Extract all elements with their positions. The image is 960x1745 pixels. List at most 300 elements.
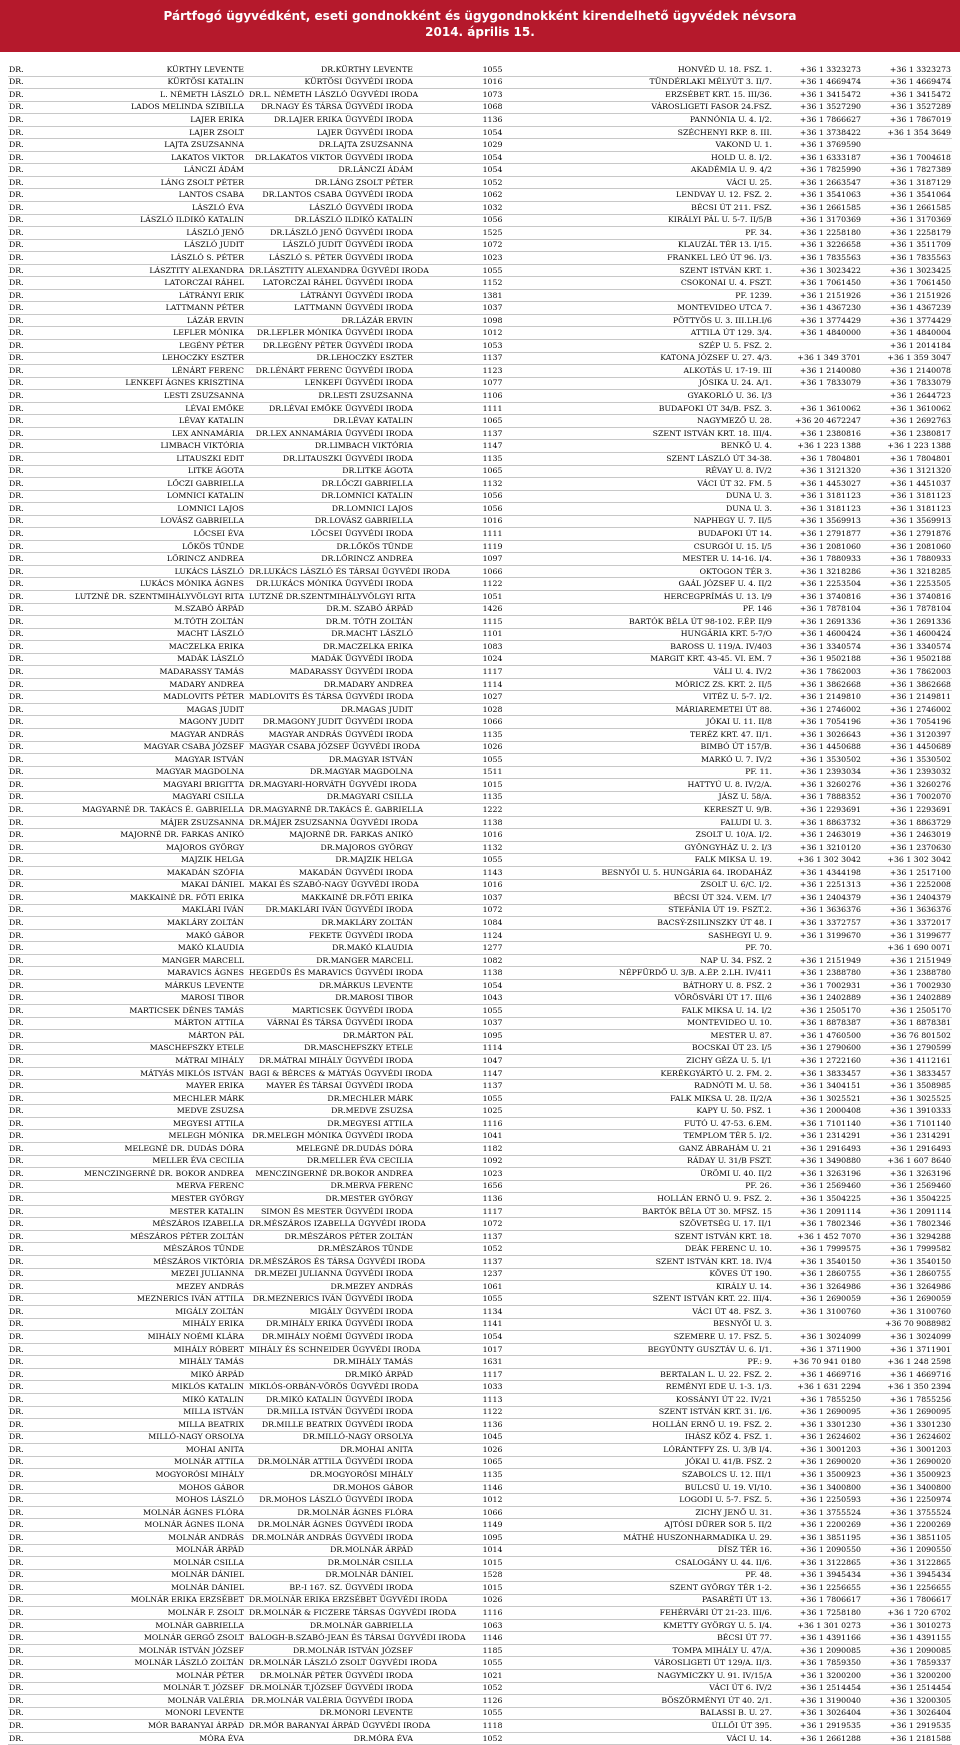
address-cell: SZÖVETSÉG U. 17. II/1	[679, 1219, 772, 1229]
name-cell: LAKATOS VIKTOR	[171, 152, 244, 162]
address-cell: OKTOGON TÉR 3.	[699, 566, 772, 576]
phone-cell: +36 1 6333187	[799, 152, 861, 162]
title-cell: DR.	[9, 114, 24, 124]
office-cell: DR.LANTOS CSABA ÜGYVÉDI IRODA	[262, 190, 413, 200]
zip-cell: 1055	[482, 1658, 503, 1668]
office-cell: DR.MIHÁLY TAMÁS	[333, 1357, 413, 1367]
zip-cell: 1043	[482, 993, 503, 1003]
name-cell: MOLNÁR GERGŐ ZSOLT	[143, 1633, 244, 1643]
title-cell: DR.	[9, 1244, 24, 1254]
title-cell: DR.	[9, 503, 24, 513]
office-cell: DR.MOHOS GÁBOR	[333, 1482, 413, 1492]
fax-cell: +36 1 2690059	[889, 1294, 951, 1304]
title-cell: DR.	[9, 1256, 24, 1266]
title-cell: DR.	[9, 1633, 24, 1643]
zip-cell: 1023	[482, 252, 503, 262]
fax-cell: +36 1 3541064	[889, 190, 951, 200]
office-cell: DR.MOLNÁR GABRIELLA	[309, 1620, 413, 1630]
phone-cell: +36 1 3218286	[799, 566, 861, 576]
phone-cell: +36 1 3415472	[799, 89, 861, 99]
phone-cell: +36 1 223 1388	[797, 441, 861, 451]
name-cell: MÓR BARANYAI ÁRPÁD	[147, 1720, 244, 1730]
fax-cell: +36 1 2790599	[889, 1043, 951, 1053]
fax-cell: +36 1 2314291	[889, 1131, 951, 1141]
fax-cell: +36 1 3010273	[889, 1620, 951, 1630]
fax-cell: +36 1 7833079	[889, 378, 951, 388]
fax-cell: +36 1 2252008	[889, 880, 951, 890]
zip-cell: 1132	[482, 842, 503, 852]
name-cell: MAGYAR CSABA JÓZSEF	[143, 742, 244, 752]
zip-cell: 1095	[482, 1030, 503, 1040]
fax-cell: +36 1 223 1388	[887, 441, 951, 451]
fax-cell: +36 1 3527289	[889, 102, 951, 112]
phone-cell: +36 1 302 3042	[797, 855, 861, 865]
name-cell: LITKE ÁGOTA	[187, 466, 244, 476]
phone-cell: +36 1 3755524	[799, 1507, 861, 1517]
name-cell: MOLNÁR DÁNIEL	[170, 1570, 244, 1580]
address-cell: LÓRÁNTFFY ZS. U. 3/B I/4.	[663, 1444, 772, 1454]
table-row	[8, 1030, 952, 1043]
office-cell: DR.MOHAI ANITA	[340, 1444, 413, 1454]
phone-cell: +36 1 3400800	[799, 1482, 861, 1492]
fax-cell: +36 1 2081060	[889, 541, 951, 551]
phone-cell: +36 1 3851195	[799, 1532, 861, 1542]
address-cell: VÁROSLIGETI FASOR 24.FSZ.	[651, 102, 772, 112]
phone-cell: +36 1 2661585	[799, 202, 861, 212]
name-cell: MIHÁLY ERIKA	[182, 1319, 244, 1329]
table-row	[8, 955, 952, 968]
table-row	[8, 89, 952, 102]
office-cell: DR.LŐCZI GABRIELLA	[321, 478, 413, 488]
zip-cell: 1012	[482, 328, 503, 338]
table-row	[8, 892, 952, 905]
fax-cell: +36 1 2370630	[889, 842, 951, 852]
office-cell: DR.LÁZÁR ERVIN	[341, 315, 413, 325]
table-row	[8, 967, 952, 980]
phone-cell: +36 1 7866627	[799, 114, 861, 124]
title-cell: DR.	[9, 1608, 24, 1618]
name-cell: LUKÁCS MÓNIKA ÁGNES	[140, 579, 244, 589]
name-cell: LIMBACH VIKTÓRIA	[160, 441, 244, 451]
table-row	[8, 754, 952, 767]
phone-cell: +36 1 2251313	[799, 880, 861, 890]
title-cell: DR.	[9, 1595, 24, 1605]
zip-cell: 1055	[482, 1005, 503, 1015]
fax-cell: +36 1 7054196	[889, 717, 951, 727]
fax-cell: +36 1 2090085	[889, 1645, 951, 1655]
table-row	[8, 1294, 952, 1307]
phone-cell: +36 1 7258180	[799, 1608, 861, 1618]
office-cell: DR.LOMNICI KATALIN	[321, 491, 413, 501]
zip-cell: 1082	[482, 955, 503, 965]
office-cell: DR.MAGYARI-HORVÁTH ÜGYVÉDI IRODA	[249, 779, 417, 789]
fax-cell: +36 1 3301230	[889, 1419, 951, 1429]
table-row	[8, 1281, 952, 1294]
title-cell: DR.	[9, 880, 24, 890]
zip-cell: 1017	[482, 1344, 503, 1354]
table-row	[8, 1632, 952, 1645]
zip-cell: 1056	[482, 491, 503, 501]
address-cell: BÖSZÖRMÉNYI ÚT 40. 2/1.	[661, 1695, 772, 1705]
table-row	[8, 139, 952, 152]
title-cell: DR.	[9, 704, 24, 714]
phone-cell: +36 1 3738422	[799, 127, 861, 137]
title-cell: DR.	[9, 77, 24, 87]
title-cell: DR.	[9, 1645, 24, 1655]
zip-cell: 1116	[482, 1608, 503, 1618]
name-cell: LŐCSEI ÉVA	[193, 529, 244, 538]
title-cell: DR.	[9, 1670, 24, 1680]
zip-cell: 1077	[482, 378, 503, 388]
address-cell: VÁROSLIGETI ÚT 129/A. II/3.	[654, 1658, 772, 1668]
table-row	[8, 1043, 952, 1056]
name-cell: LOMNICI LAJOS	[177, 503, 244, 513]
office-cell: DR.LIMBACH VIKTÓRIA	[314, 441, 413, 451]
title-cell: DR.	[9, 403, 24, 413]
office-cell: KÜRTÖSI ÜGYVÉDI IRODA	[304, 77, 413, 87]
zip-cell: 1426	[482, 604, 503, 614]
name-cell: MÉSZÁROS VIKTÓRIA	[153, 1256, 244, 1266]
office-cell: DR.MOLNÁR ANDRÁS ÜGYVÉDI IRODA	[251, 1532, 413, 1542]
office-cell: DR.MONORI LEVENTE	[319, 1708, 413, 1718]
fax-cell: +36 1 607 8640	[887, 1156, 951, 1166]
office-cell: DR.MILLE BEATRIX ÜGYVÉDI IRODA	[261, 1419, 413, 1429]
phone-cell: +36 1 2000408	[799, 1106, 861, 1116]
address-cell: KERÉKGYÁRTÓ U. 2. FM. 2.	[660, 1068, 772, 1078]
title-cell: DR.	[9, 993, 24, 1003]
title-cell: DR.	[9, 453, 24, 463]
name-cell: MANGER MARCELL	[161, 955, 244, 965]
fax-cell: +36 1 3323273	[889, 64, 951, 74]
phone-cell: +36 1 2090550	[799, 1545, 861, 1555]
zip-cell: 1055	[482, 1708, 503, 1718]
name-cell: MAJOROS GYÖRGY	[166, 842, 244, 852]
name-cell: MÉSZÁROS IZABELLA	[152, 1219, 244, 1229]
phone-cell: +36 1 4760500	[799, 1030, 861, 1040]
zip-cell: 1026	[482, 1444, 503, 1454]
phone-cell: +36 1 2690059	[799, 1294, 861, 1304]
fax-cell: +36 1 2691336	[889, 616, 951, 626]
title-cell: DR.	[9, 278, 24, 288]
table-row	[8, 1005, 952, 1018]
fax-cell: +36 1 3508985	[889, 1081, 951, 1091]
table-row	[8, 415, 952, 428]
phone-cell: +36 1 7833079	[799, 378, 861, 388]
table-row	[8, 1720, 952, 1733]
phone-cell: +36 1 3200200	[799, 1670, 861, 1680]
zip-cell: 1055	[482, 1093, 503, 1103]
table-row	[8, 1130, 952, 1143]
title-cell: DR.	[9, 441, 24, 451]
fax-cell: +36 1 3833457	[889, 1068, 951, 1078]
fax-cell: +36 1 2200269	[889, 1520, 951, 1530]
address-cell: ZICHY GÉZA U. 5. I/1	[686, 1055, 772, 1065]
name-cell: MACHT LÁSZLÓ	[176, 629, 244, 639]
zip-cell: 1055	[482, 1294, 503, 1304]
table-row	[8, 817, 952, 830]
name-cell: MIHÁLY TAMÁS	[178, 1357, 244, 1367]
office-cell: DR.MAGYAR ISTVÁN	[328, 754, 413, 764]
title-cell: DR.	[9, 1269, 24, 1279]
title-cell: DR.	[9, 1557, 24, 1567]
address-cell: JÓSIKA U. 24. A/1.	[699, 378, 772, 388]
address-cell: SZENT ISTVÁN KRT. 18. IV/4	[655, 1256, 772, 1266]
title-cell: DR.	[9, 754, 24, 764]
office-cell: MELEGNÉ DR.DUDÁS DÓRA	[295, 1143, 413, 1153]
table-row	[8, 1018, 952, 1031]
table-row	[8, 77, 952, 90]
table-row	[8, 440, 952, 453]
fax-cell: +36 1 248 2598	[887, 1357, 951, 1367]
title-cell: DR.	[9, 1708, 24, 1718]
office-cell: LŐCSEI ÜGYVÉDI IRODA	[310, 529, 413, 538]
address-cell: CSURGÓI U. 15. I/5	[693, 541, 772, 551]
fax-cell: +36 1 3001203	[889, 1444, 951, 1454]
address-cell: DEÁK FERENC U. 10.	[684, 1244, 772, 1254]
title-cell: DR.	[9, 1332, 24, 1341]
fax-cell: +36 1 3711901	[889, 1344, 951, 1354]
phone-cell: +36 1 2691336	[799, 616, 861, 626]
title-cell: DR.	[9, 240, 24, 250]
office-cell: DR.MAKLÁRI IVÁN ÜGYVÉDI IRODA	[265, 905, 413, 915]
office-cell: DR.MÉSZÁROS TÜNDE	[317, 1244, 413, 1254]
title-cell: DR.	[9, 1495, 24, 1505]
phone-cell: +36 1 8863732	[799, 817, 861, 827]
zip-cell: 1054	[482, 152, 503, 162]
table-row	[8, 1243, 952, 1256]
fax-cell: +36 1 7999582	[889, 1244, 951, 1254]
fax-cell: +36 1 3026404	[889, 1708, 951, 1718]
title-cell: DR.	[9, 742, 24, 752]
zip-cell: 1152	[482, 278, 503, 288]
fax-cell: +36 1 3755524	[889, 1507, 951, 1517]
address-cell: SZENT ISTVÁN KRT. 31. I/6.	[658, 1407, 772, 1417]
phone-cell: +36 1 2722160	[799, 1055, 861, 1065]
fax-cell: +36 1 7002930	[889, 980, 951, 990]
office-cell: DR.MOLNÁR T.JÓZSEF ÜGYVÉDI IRODA	[249, 1683, 413, 1693]
zip-cell: 1016	[482, 880, 503, 890]
address-cell: PF. 26.	[745, 1181, 772, 1191]
zip-cell: 1092	[482, 1156, 503, 1166]
office-cell: LUTZNÉ DR.SZENTMIHÁLYVÖLGYI RITA	[249, 591, 416, 601]
phone-cell: +36 1 631 2294	[797, 1382, 861, 1392]
address-cell: BERTALAN L. U. 22. FSZ. 2.	[660, 1369, 772, 1379]
zip-cell: 1143	[482, 867, 503, 877]
title-cell: DR.	[9, 303, 24, 313]
phone-cell: +36 1 2746002	[799, 704, 861, 714]
table-row	[8, 1545, 952, 1558]
phone-cell: +36 1 2253504	[799, 579, 861, 589]
name-cell: LAJER ZSOLT	[189, 127, 244, 137]
table-row	[8, 1269, 952, 1282]
phone-cell: +36 1 7806617	[799, 1595, 861, 1605]
zip-cell: 1122	[482, 579, 503, 589]
name-cell: MARTICSEK DÉNES TAMÁS	[129, 1005, 244, 1015]
table-row	[8, 1457, 952, 1470]
zip-cell: 1054	[482, 980, 503, 990]
address-cell: SZÉP U. 5. FSZ. 2.	[698, 340, 772, 350]
name-cell: LÁSZLÓ ÉVA	[191, 202, 244, 212]
title-cell: DR.	[9, 353, 24, 363]
fax-cell: +36 1 2517100	[889, 867, 951, 877]
name-cell: MOLNÁR ISTVÁN JÓZSEF	[138, 1645, 244, 1655]
zip-cell: 1528	[482, 1570, 503, 1580]
office-cell: DR.LAJTA ZSUZSANNA	[318, 140, 413, 150]
address-cell: BESNYŐI U. 3.	[713, 1319, 772, 1329]
zip-cell: 1136	[482, 114, 503, 124]
zip-cell: 1072	[482, 240, 503, 250]
table-row	[8, 604, 952, 617]
name-cell: MESTER GYÖRGY	[171, 1193, 244, 1203]
address-cell: RÉVAY U. 8. IV/2	[705, 466, 772, 476]
table-row	[8, 202, 952, 215]
fax-cell: +36 1 3181123	[889, 491, 951, 501]
phone-cell: +36 1 2690095	[799, 1407, 861, 1417]
name-cell: MENCZINGERNÉ DR. BOKOR ANDREA	[83, 1168, 244, 1178]
title-cell: DR.	[9, 491, 24, 501]
address-cell: ÜRÖMI U. 40. II/2	[700, 1168, 772, 1178]
address-cell: FALK MIKSA U. 14. I/2	[681, 1005, 772, 1015]
office-cell: DR.MESTER GYÖRGY	[325, 1193, 413, 1203]
table-row	[8, 917, 952, 930]
phone-cell: +36 1 301 0273	[797, 1620, 861, 1630]
fax-cell: +36 1 3199677	[889, 930, 951, 940]
zip-cell: 1182	[482, 1143, 503, 1153]
zip-cell: 1135	[482, 453, 503, 463]
zip-cell: 1014	[482, 1545, 503, 1555]
address-cell: BIMBÓ ÚT 157/B.	[700, 742, 772, 752]
address-cell: HOLLÁN ERNŐ U. 19. FSZ. 2.	[652, 1419, 772, 1429]
table-row	[8, 1469, 952, 1482]
table-row	[8, 654, 952, 667]
fax-cell: +36 1 7880933	[889, 554, 951, 564]
title-cell: DR.	[9, 1294, 24, 1304]
office-cell: DR.M. TÓTH ZOLTÁN	[325, 616, 413, 626]
name-cell: LÉVAI EMŐKE	[185, 403, 244, 413]
office-cell: DR.MEZNERICS IVÁN ÜGYVÉDI IRODA	[252, 1294, 413, 1304]
zip-cell: 1055	[482, 265, 503, 275]
table-row	[8, 516, 952, 529]
table-row	[8, 503, 952, 516]
phone-cell: +36 1 4367230	[799, 303, 861, 313]
table-row	[8, 1381, 952, 1394]
office-cell: MADÁK ÜGYVÉDI IRODA	[311, 654, 413, 664]
phone-cell: +36 1 2860755	[799, 1269, 861, 1279]
office-cell: BAGI & BÉRCES & MÁTYÁS ÜGYVÉDI IRODA	[249, 1068, 433, 1078]
table-row	[8, 1331, 952, 1344]
name-cell: MOLNÁR F. ZSOLT	[167, 1608, 244, 1618]
office-cell: DR.MIHÁLY NOÉMI ÜGYVÉDI IRODA	[261, 1332, 413, 1341]
table-row	[8, 1407, 952, 1420]
phone-cell: +36 1 3610062	[799, 403, 861, 413]
address-cell: BÉCSI ÚT 211. FSZ.	[691, 202, 772, 212]
zip-cell: 1025	[482, 1106, 503, 1116]
table-row	[8, 1595, 952, 1608]
office-cell: DR.LEGÉNY PÉTER ÜGYVÉDI IRODA	[262, 340, 413, 350]
table-row	[8, 691, 952, 704]
office-cell: DR.MAGYAR MAGDOLNA	[310, 767, 413, 777]
office-cell: DR.MILLA ISTVÁN ÜGYVÉDI IRODA	[267, 1407, 413, 1417]
zip-cell: 1012	[482, 1495, 503, 1505]
table-row	[8, 1394, 952, 1407]
office-cell: LAJER ÜGYVÉDI IRODA	[316, 127, 413, 137]
phone-cell: +36 1 2790600	[799, 1043, 861, 1053]
fax-cell: +36 1 720 6702	[887, 1608, 951, 1618]
zip-cell: 1023	[482, 1168, 503, 1178]
title-cell: DR.	[9, 554, 24, 564]
name-cell: MEZNERICS IVÁN ATTILA	[136, 1294, 244, 1304]
name-cell: MAGYAR MAGDOLNA	[155, 767, 244, 777]
fax-cell: +36 1 3260276	[889, 779, 951, 789]
title-cell: DR.	[9, 867, 24, 877]
name-cell: MOLNÁR DÁNIEL	[170, 1582, 244, 1592]
zip-cell: 1113	[482, 1394, 503, 1404]
fax-cell: +36 1 3372017	[889, 917, 951, 927]
title-cell: DR.	[9, 1720, 24, 1730]
office-cell: MENCZINGERNÉ DR.BOKOR ANDREA	[255, 1168, 413, 1178]
address-cell: REMÉNYI EDE U. 1-3. 1/3.	[665, 1382, 772, 1392]
name-cell: LAJTA ZSUZSANNA	[164, 140, 244, 150]
table-row	[8, 842, 952, 855]
name-cell: MEGYESI ATTILA	[172, 1118, 244, 1128]
phone-cell: +36 1 2388780	[799, 968, 861, 978]
name-cell: KÜRTÖSI KATALIN	[167, 77, 244, 87]
title-cell: DR.	[9, 1319, 24, 1329]
phone-cell: +36 1 3199670	[799, 930, 861, 940]
name-cell: MARAVICS ÁGNES	[167, 968, 244, 978]
title-cell: DR.	[9, 917, 24, 927]
table-row	[8, 767, 952, 780]
name-cell: LŐCZI GABRIELLA	[167, 478, 244, 488]
office-cell: DR.MOLNÁR ÁGNES FLÓRA	[297, 1507, 413, 1517]
name-cell: LÁSZLÓ JUDIT	[184, 240, 244, 250]
office-cell: BP.-I 167. SZ. ÜGYVÉDI IRODA	[289, 1582, 413, 1592]
name-cell: MÉSZÁROS PÉTER ZOLTÁN	[130, 1231, 244, 1241]
phone-cell: +36 1 3181123	[799, 503, 861, 513]
title-cell: DR.	[9, 1131, 24, 1141]
name-cell: MIKÓ KATALIN	[182, 1394, 244, 1404]
title-cell: DR.	[9, 1407, 24, 1417]
fax-cell: +36 1 3400800	[889, 1482, 951, 1492]
zip-cell: 1055	[482, 754, 503, 764]
zip-cell: 1037	[482, 1018, 503, 1028]
name-cell: MOLNÁR ATTILA	[174, 1457, 244, 1467]
fax-cell: +36 1 3121320	[889, 466, 951, 476]
table-row	[8, 641, 952, 654]
fax-cell: +36 1 2151949	[889, 955, 951, 965]
title-cell: DR.	[9, 1068, 24, 1078]
phone-cell: +36 1 3026404	[799, 1708, 861, 1718]
table-row	[8, 315, 952, 328]
name-cell: L. NÉMETH LÁSZLÓ	[160, 89, 244, 99]
zip-cell: 1016	[482, 830, 503, 840]
phone-cell: +36 1 8878387	[799, 1018, 861, 1028]
name-cell: LÁSZLÓ S. PÉTER	[170, 252, 244, 262]
phone-cell: +36 1 4344198	[799, 867, 861, 877]
name-cell: LOMNICI KATALIN	[166, 491, 244, 501]
name-cell: MILLA ISTVÁN	[183, 1407, 244, 1417]
fax-cell: +36 1 2293691	[889, 805, 951, 815]
name-cell: MOLNÁR CSILLA	[173, 1557, 244, 1567]
address-cell: ZSOLT U. 6/C. I/2.	[700, 880, 772, 890]
zip-cell: 1028	[482, 704, 503, 714]
address-cell: PF. 1239.	[735, 290, 772, 300]
office-cell: MAKKAINÉ DR.FŐTI ERIKA	[301, 892, 413, 902]
address-cell: GYÖNGYHÁZ U. 2. I/3	[684, 842, 772, 852]
name-cell: LÁNCZI ÁDÁM	[183, 165, 244, 175]
table-row	[8, 666, 952, 679]
office-cell: DR.MOLNÁR ÁGNES ÜGYVÉDI IRODA	[257, 1520, 413, 1530]
